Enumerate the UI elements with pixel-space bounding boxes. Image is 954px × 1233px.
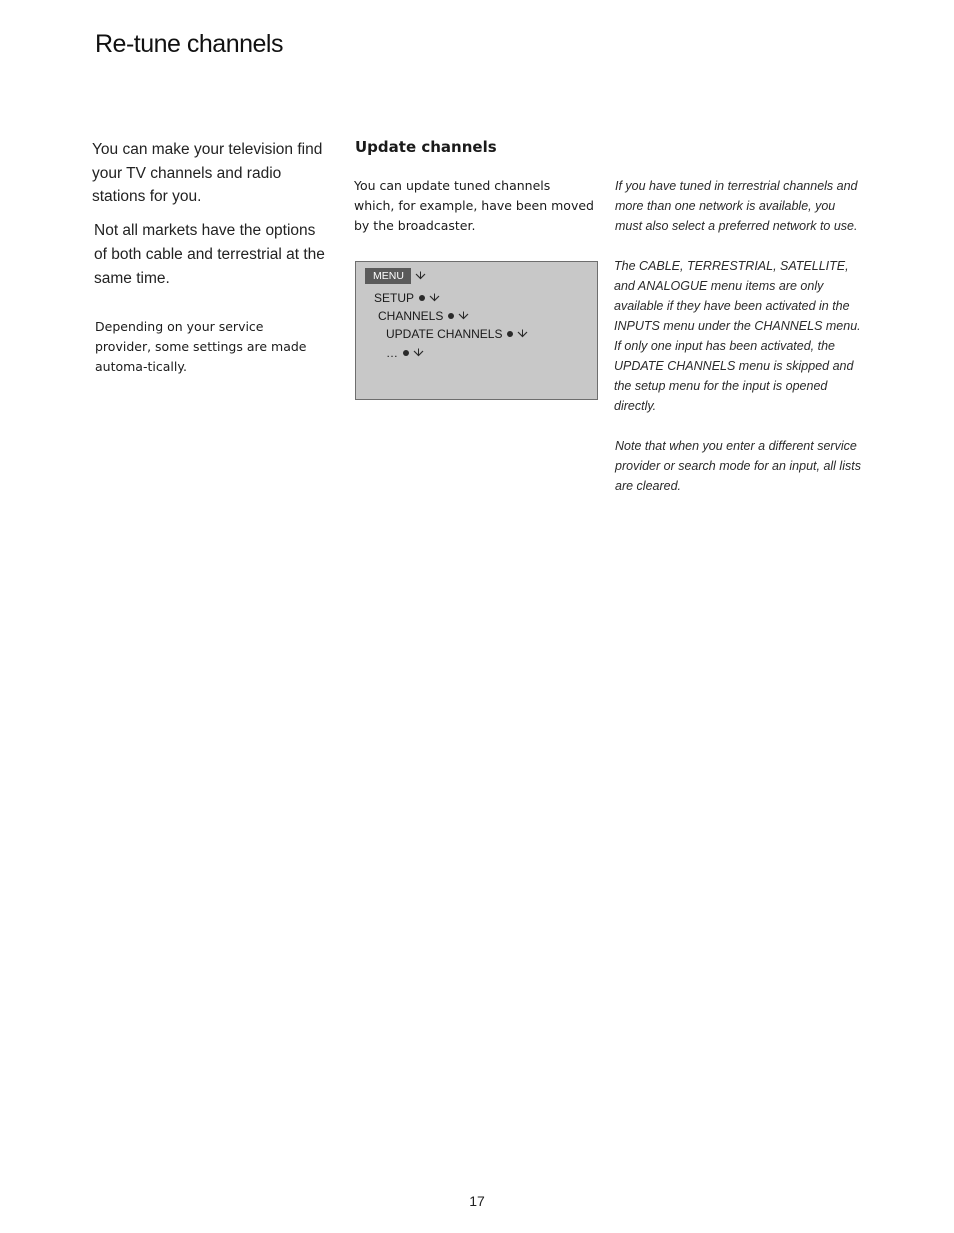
menu-path-diagram [355,261,598,400]
down-arrow-icon [517,329,528,339]
menu-row-channels [378,309,469,323]
provider-note [95,317,317,377]
dot-icon [419,295,425,301]
menu-row-update-channels [386,327,528,341]
intro-paragraph: Not all markets have the options of both cable and terrestrial at the same time. [94,222,325,287]
section-body-text: You can update tuned channels which, for example, have been moved by the broadcaster. [354,178,594,233]
section-heading: Update channels [355,138,497,156]
dot-icon [403,350,409,356]
down-arrow-icon [429,293,440,303]
side-note: The CABLE, TERRESTRIAL, SATELLITE, and ANALOGUE menu items are only available if they have been activated in the INPUTS menu under the CHANNELS menu. If only one input has been activated, the UPDATE CHANNELS menu is skipped and the setup menu for the input is opened directly. [614,259,861,413]
menu-item-label: … [386,346,398,360]
down-arrow-icon [458,311,469,321]
menu-item-label: UPDATE CHANNELS [386,327,503,341]
menu-row-menu [365,268,426,284]
menu-item-label: SETUP [374,291,415,305]
page-title: Re-tune channels [95,30,283,58]
side-notes [615,176,865,516]
intro-paragraph: You can make your television find your TV channels and radio stations for you. [92,141,323,206]
menu-item-label: CHANNELS [378,309,444,323]
menu-row-ellipsis [386,346,424,360]
down-arrow-icon [413,348,424,358]
menu-button-label: MENU [365,268,411,284]
menu-row-setup [374,291,440,305]
page-number: 17 [469,1193,485,1209]
provider-note-text: Depending on your service provider, some settings are made automa-tically. [95,319,307,374]
dot-icon [507,331,513,337]
section-body [354,176,594,236]
intro-text [94,138,326,300]
down-arrow-icon [415,271,426,281]
side-note: If you have tuned in terrestrial channels and more than one network is available, you must also select a preferred network to use. [615,179,858,233]
dot-icon [448,313,454,319]
side-note: Note that when you enter a different service provider or search mode for an input, all lists are cleared. [615,439,861,493]
